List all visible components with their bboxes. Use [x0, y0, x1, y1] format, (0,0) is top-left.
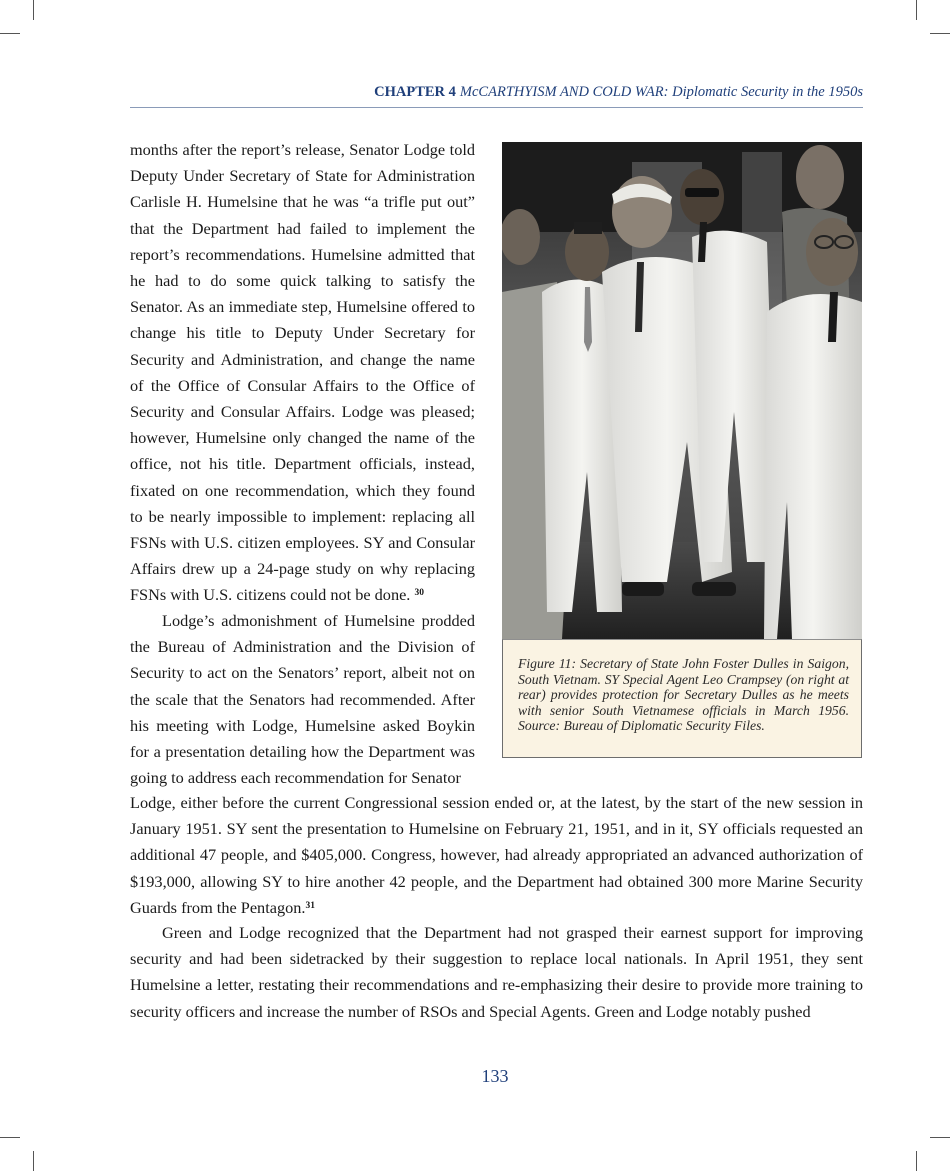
header-rule [130, 107, 863, 108]
crop-mark [930, 33, 950, 34]
paragraph-2-column: Lodge’s admonishment of Humelsine prodded the Bureau of Administration and the Division of Security to act on the Senators’ report, albeit not on the scale that the Senators had recommended. After his meeting with Lodge, Humelsine asked Boykin for a presentation detailing how the Department was going to address each recommendation for Senator [130, 611, 475, 788]
page-number: 133 [481, 1066, 509, 1086]
crop-mark [0, 1137, 20, 1138]
crop-mark [33, 0, 34, 20]
footnote-ref-31: 31 [305, 900, 315, 911]
crop-mark [916, 0, 917, 20]
paragraph-3: Green and Lodge recognized that the Department had not grasped their earnest support for improving security and had been sidetracked by their suggestion to replace local nationals. In April 1951, they sent Humelsine a letter, restating their recommendations and re-emphasizing their desire to provide more training to security officers and increase the number of RSOs and Special Agents. Green and Lodge notably pushed [130, 923, 863, 1021]
crop-mark [930, 1137, 950, 1138]
running-header [130, 84, 863, 101]
photo-illustration [502, 142, 862, 639]
paragraph-1-text: months after the report’s release, Senator Lodge told Deputy Under Secretary of State for Administration Carlisle H. Humelsine that he was “a trifle put out” that the Department had failed to implement the report’s recommendations. Humelsine admitted that he had to do some quick talking to satisfy the Senator. As an immediate step, Humelsine offered to change his title to Deputy Under Secretary for Security and Administration, and change the name of the Office of Consular Affairs to the Office of Security and Consular Affairs. Lodge was pleased; however, Humelsine only changed the name of the office, not his title. Department officials, instead, fixated on one recommendation, which they found to be nearly impossible to implement: replacing all FSNs with U.S. citizen employees. SY and Consular Affairs drew up a 24-page study on why replacing FSNs with U.S. citizens could not be done. [130, 140, 475, 605]
crop-mark [33, 1151, 34, 1171]
paragraph-1 [130, 137, 475, 609]
footnote-ref-30: 30 [414, 588, 424, 599]
paragraph-2-text: Lodge, either before the current Congressional session ended or, at the latest, by the start of the new session in January 1951. SY sent the presentation to Humelsine on February 21, 1951, and in it, SY officials requested an additional 47 people, and $405,000. Congress, however, had already appropriated an advanced authorization of $193,000, allowing SY to hire another 42 people, and the Department had obtained 300 more Marine Security Guards from the Pentagon. [130, 793, 863, 917]
figure-caption: Figure 11: Secretary of State John Foster Dulles in Saigon, South Vietnam. SY Special Agent Leo Crampsey (on right at rear) provides protection for Secretary Dulles as he meets with senior South Vietnamese officials in March 1956. Source: Bureau of Diplomatic Security Files. [518, 656, 849, 733]
figure-caption-box [502, 639, 862, 758]
figure-photo [502, 142, 862, 639]
crop-mark [0, 33, 20, 34]
chapter-title: McCARTHYISM AND COLD WAR: Diplomatic Security in the 1950s [459, 84, 863, 100]
paragraph-2-continued [130, 790, 863, 921]
chapter-label: CHAPTER 4 [374, 84, 456, 100]
crop-mark [916, 1151, 917, 1171]
